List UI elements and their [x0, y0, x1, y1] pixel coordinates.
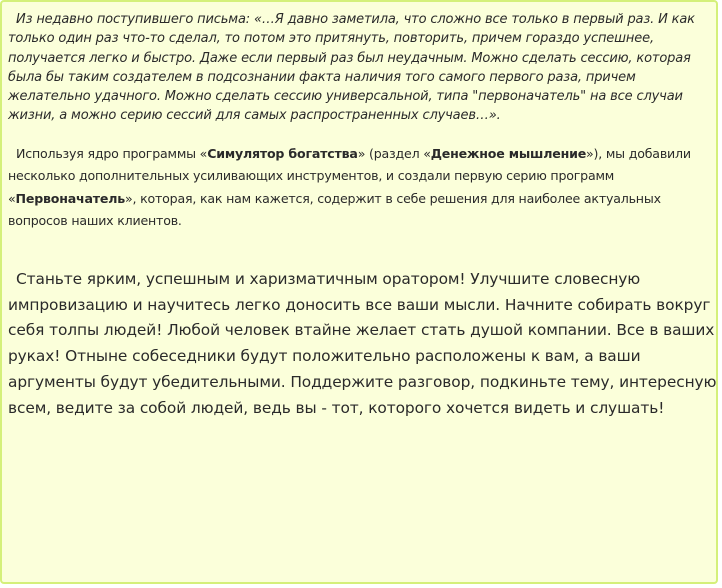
- letter-quote-paragraph: [8, 10, 712, 126]
- quote-intro: Из недавно поступившего письма: «: [16, 12, 262, 27]
- program-text-3: »), мы добавили несколько дополнительных усиливающих инструментов, и создали первую серию программ «: [8, 146, 691, 206]
- program-text-2: » (раздел «: [357, 146, 431, 161]
- orator-paragraph: Станьте ярким, успешным и харизматичным оратором! Улучшите словесную импровизацию и научитесь легко доносить все ваши мысли. Начните собирать вокруг себя толпы людей! Любой человек втайне желает стать душой компании. Все в ваших руках! Отныне собеседники будут положительно расположены к вам, а ваши аргументы будут убедительными. Поддержите разговор, подкиньте тему, интересную всем, ведите за собой людей, ведь вы - тот, которого хочется видеть и слушать!: [8, 270, 717, 417]
- program-name-wealth-simulator: Симулятор богатства: [207, 146, 358, 161]
- program-description-paragraph: [8, 143, 714, 232]
- quote-outro: ».: [488, 108, 501, 124]
- section-name-money-thinking: Денежное мышление: [430, 146, 587, 161]
- program-text-4: », которая, как нам кажется, содержит в себе решения для наиболее актуальных вопросов наших клиентов.: [8, 190, 661, 228]
- quote-text: …Я давно заметила, что сложно все только в первый раз. И как только один раз что-то сделал, то потом это притянуть, повторить, причем гораздо успешнее, получается легко и быстро. Даже если первый раз был неудачным. Можно сделать сессию, которая была бы таким создателем в подсознании факта наличия того самого первого раза, причем желательно удачного. Можно сделать сессию универсальной, типа "первоначатель" на все случаи жизни, а можно серию сессий для самых распространенных случаев…: [8, 12, 695, 124]
- series-name-first-starter: Первоначатель: [15, 190, 126, 206]
- program-text-1: Используя ядро программы «: [16, 146, 208, 161]
